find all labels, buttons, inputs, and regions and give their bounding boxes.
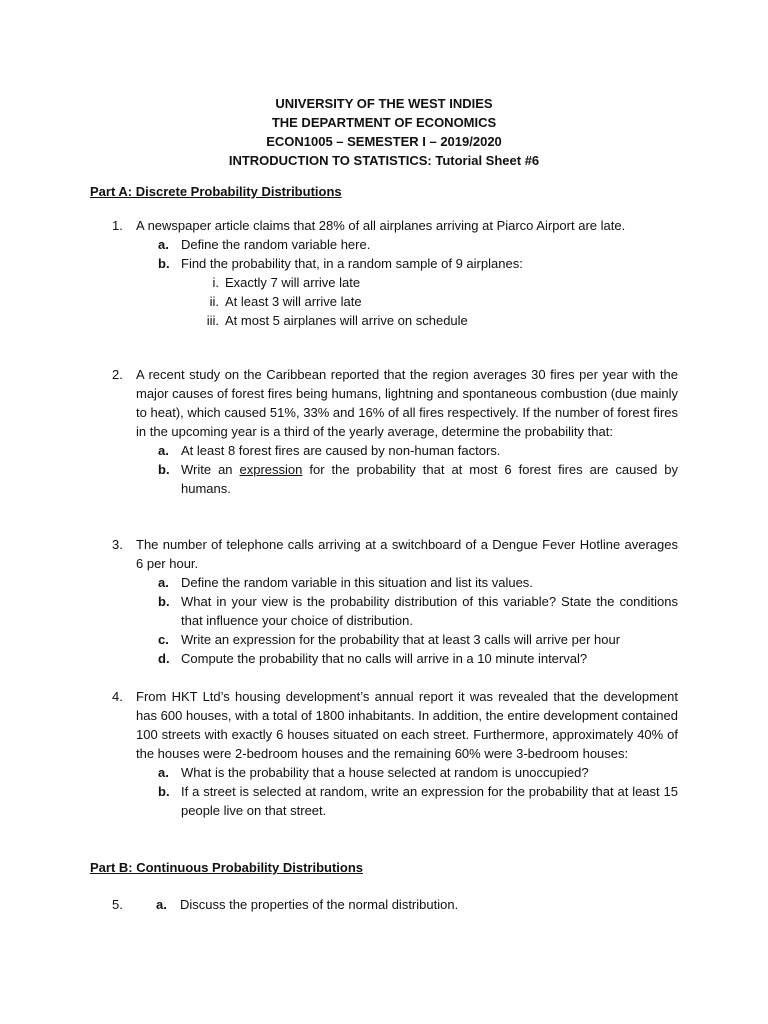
question-number: 5. bbox=[112, 897, 123, 912]
sub-text-pre: Write an bbox=[181, 462, 240, 477]
roman-text: At least 3 will arrive late bbox=[225, 294, 362, 309]
roman-label: ii. bbox=[209, 294, 219, 309]
sub-question-d bbox=[136, 649, 678, 668]
sub-question-a bbox=[136, 235, 678, 254]
question-3 bbox=[90, 535, 678, 668]
part-b-heading: Part B: Continuous Probability Distributions bbox=[90, 860, 363, 875]
sub-question-b bbox=[136, 254, 678, 273]
sub-label: b. bbox=[158, 462, 170, 477]
roman-text: Exactly 7 will arrive late bbox=[225, 275, 361, 290]
sub-text-underlined: expression bbox=[239, 462, 303, 477]
sub-text: Define the random variable in this situation and list its values. bbox=[181, 575, 533, 590]
sub-label: a. bbox=[158, 575, 169, 590]
question-4 bbox=[90, 687, 678, 820]
roman-label: i. bbox=[212, 275, 219, 290]
sub-question-b bbox=[136, 592, 678, 630]
roman-item-i bbox=[212, 273, 678, 292]
sub-text: At least 8 forest fires are caused by non-human factors. bbox=[181, 443, 501, 458]
sub-label: b. bbox=[158, 256, 170, 271]
sub-text: Write an expression for the probability that at least 3 calls will arrive per hour bbox=[181, 632, 621, 647]
question-text: A recent study on the Caribbean reported that the region averages 30 fires per year with the major causes of forest fires being humans, lightning and spontaneous combustion (due mainly to heat), which caused 51%, 33% and 16% of all fires respectively. If the number of forest fires in the upcoming year is a third of the yearly average, determine the probability that: bbox=[136, 367, 678, 439]
header-course: ECON1005 – SEMESTER I – 2019/2020 bbox=[266, 134, 502, 149]
document-header bbox=[0, 94, 768, 170]
sub-label: c. bbox=[158, 632, 169, 647]
question-text: From HKT Ltd’s housing development’s annual report it was revealed that the development has 600 houses, with a total of 1800 inhabitants. In addition, the entire development contained 100 streets with exactly 6 houses situated on each street. Furthermore, approximately 40% of the houses were 2-bedroom houses and the remaining 60% were 3-bedroom houses: bbox=[136, 689, 678, 761]
question-number: 2. bbox=[112, 367, 123, 382]
part-a-heading: Part A: Discrete Probability Distributions bbox=[90, 184, 342, 199]
sub-label: b. bbox=[158, 784, 170, 799]
question-5 bbox=[90, 895, 690, 914]
question-2 bbox=[90, 365, 678, 498]
roman-text: At most 5 airplanes will arrive on schedule bbox=[225, 313, 468, 328]
sub-text: What is the probability that a house selected at random is unoccupied? bbox=[181, 765, 589, 780]
question-number: 3. bbox=[112, 537, 123, 552]
roman-item-ii bbox=[209, 292, 678, 311]
question-text: The number of telephone calls arriving at a switchboard of a Dengue Fever Hotline averages 6 per hour. bbox=[136, 537, 678, 571]
sub-text: Compute the probability that no calls will arrive in a 10 minute interval? bbox=[181, 651, 588, 666]
sub-label: a. bbox=[158, 765, 169, 780]
header-department: THE DEPARTMENT OF ECONOMICS bbox=[271, 115, 497, 130]
question-1 bbox=[90, 216, 678, 330]
sub-question-c bbox=[136, 630, 678, 649]
sub-text: Discuss the properties of the normal distribution. bbox=[180, 897, 459, 912]
sub-label: d. bbox=[158, 651, 170, 666]
sub-question-a bbox=[136, 441, 678, 460]
sub-text: Define the random variable here. bbox=[181, 237, 371, 252]
sub-question-b bbox=[136, 782, 678, 820]
question-number: 1. bbox=[112, 218, 123, 233]
question-number: 4. bbox=[112, 689, 123, 704]
roman-item-iii bbox=[206, 311, 678, 330]
sub-text-post: for the probability that at most 6 forest fires are caused by humans. bbox=[181, 462, 679, 496]
header-university: UNIVERSITY OF THE WEST INDIES bbox=[275, 96, 493, 111]
sub-label: a. bbox=[156, 897, 167, 912]
sub-text: What in your view is the probability distribution of this variable? State the conditions that influence your choice of distribution. bbox=[181, 594, 678, 628]
sub-label: a. bbox=[158, 237, 169, 252]
sub-text: If a street is selected at random, write an expression for the probability that at least 15 people live on that street. bbox=[181, 784, 678, 818]
sub-question-a bbox=[136, 763, 678, 782]
sub-question-a bbox=[136, 573, 678, 592]
question-text: A newspaper article claims that 28% of all airplanes arriving at Piarco Airport are late. bbox=[136, 218, 626, 233]
roman-label: iii. bbox=[206, 313, 219, 328]
header-title: INTRODUCTION TO STATISTICS: Tutorial Sheet #6 bbox=[228, 153, 540, 168]
sub-label: b. bbox=[158, 594, 170, 609]
sub-question-b bbox=[136, 460, 678, 498]
sub-text: Find the probability that, in a random sample of 9 airplanes: bbox=[181, 256, 523, 271]
sub-label: a. bbox=[158, 443, 169, 458]
